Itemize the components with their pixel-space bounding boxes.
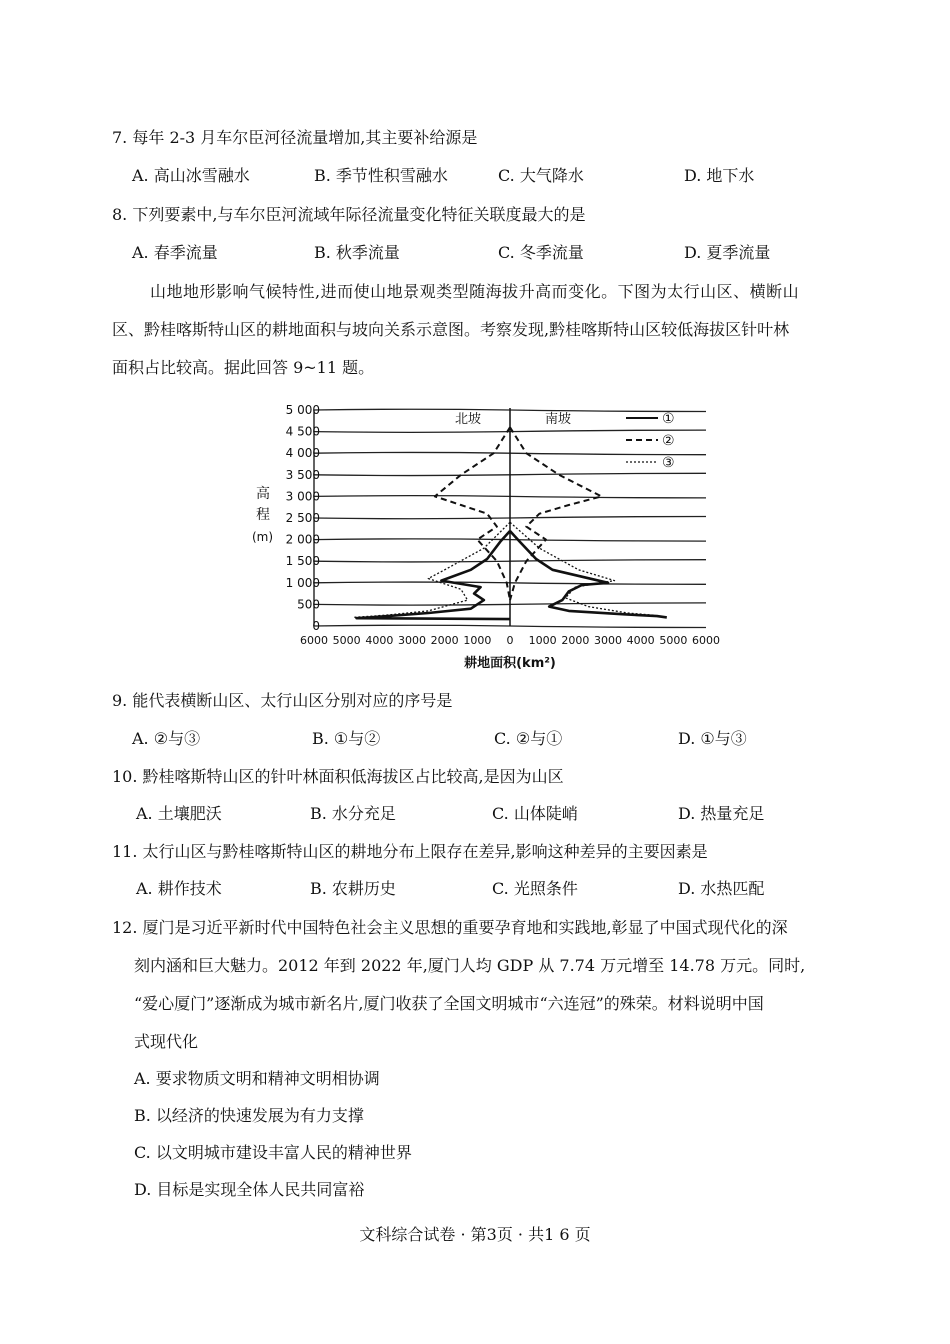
q10-option-d: D. 热量充足 (678, 804, 765, 823)
y-tick-label: 3 500 (285, 467, 320, 482)
x-tick-label: 5000 (332, 634, 361, 647)
y-tick-label: 2 500 (285, 511, 320, 525)
q9-option-c: C. ②与① (494, 729, 563, 748)
chart-legend (626, 411, 675, 471)
intro-line-2: 区、黔桂喀斯特山区的耕地面积与坡向关系示意图。考察发现,黔桂喀斯特山区较低海拔区针叶林 (112, 320, 790, 339)
q8-option-c: C. 冬季流量 (498, 243, 584, 262)
q12-line-1: 12. 厦门是习近平新时代中国特色社会主义思想的重要孕育地和实践地,彰显了中国式现代化的深 (112, 918, 788, 937)
q9-stem: 9. 能代表横断山区、太行山区分别对应的序号是 (112, 691, 453, 710)
q7-option-a: A. 高山冰雪融水 (132, 166, 250, 185)
q11-option-a: A. 耕作技术 (136, 879, 222, 898)
q9-option-d: D. ①与③ (678, 729, 747, 748)
q11-option-b: B. 农耕历史 (310, 879, 396, 898)
y-label-char-1: 高 (256, 486, 270, 502)
x-tick-label: 2000 (561, 634, 590, 647)
q12-line-4: 式现代化 (134, 1032, 199, 1051)
q12-option-b: B. 以经济的快速发展为有力支撑 (134, 1106, 364, 1125)
intro-line-1: 山地地形影响气候特性,进而使山地景观类型随海拔升高而变化。下图为太行山区、横断山 (150, 282, 800, 301)
x-tick-label: 6000 (692, 634, 720, 647)
y-axis-ticks (286, 403, 320, 633)
y-label-char-3: (m) (252, 530, 274, 544)
q12-option-d: D. 目标是实现全体人民共同富裕 (134, 1180, 365, 1199)
q11-stem: 11. 太行山区与黔桂喀斯特山区的耕地分布上限存在差异,影响这种差异的主要因素是 (112, 842, 708, 861)
legend-label-1: ① (662, 411, 675, 427)
q12-line-3: “爱心厦门”逐渐成为城市新名片,厦门收获了全国文明城市“六连冠”的殊荣。材料说明中国 (134, 994, 764, 1013)
q12-option-a: A. 要求物质文明和精神文明相协调 (134, 1069, 380, 1088)
q12-line-2: 刻内涵和巨大魅力。2012 年到 2022 年,厦门人均 GDP 从 7.74 万元增至 14.78 万元。同时, (134, 956, 806, 975)
y-tick-label: 2 000 (285, 532, 320, 547)
x-tick-label: 1000 (528, 634, 557, 647)
q7-option-b: B. 季节性积雪融水 (314, 166, 448, 185)
series-3-north-line (353, 522, 510, 617)
north-slope-label: 北坡 (454, 412, 482, 427)
x-tick-label: 2000 (430, 634, 459, 647)
y-tick-label: 1 000 (285, 575, 320, 590)
q8-option-d: D. 夏季流量 (684, 243, 771, 262)
x-tick-label: 6000 (300, 634, 328, 647)
y-label-char-2: 程 (256, 507, 270, 523)
x-tick-label: 1000 (463, 634, 492, 647)
q10-option-c: C. 山体陡峭 (492, 804, 578, 823)
y-tick-label: 500 (297, 597, 320, 612)
q12-option-c: C. 以文明城市建设丰富人民的精神世界 (134, 1143, 412, 1162)
series-3-south-line (510, 522, 654, 615)
q11-option-c: C. 光照条件 (492, 879, 578, 898)
q8-stem: 8. 下列要素中,与车尔臣河流域年际径流量变化特征关联度最大的是 (112, 205, 586, 224)
y-tick-label: 3 000 (285, 489, 320, 504)
intro-line-3: 面积占比较高。据此回答 9~11 题。 (112, 358, 375, 377)
q7-option-c: C. 大气降水 (498, 166, 584, 185)
x-tick-label: 4000 (365, 634, 394, 647)
x-tick-label: 3000 (398, 634, 426, 647)
q8-option-b: B. 秋季流量 (314, 243, 400, 262)
y-tick-label: 5 000 (285, 403, 320, 417)
x-tick-label: 3000 (594, 634, 622, 647)
legend-label-3: ③ (662, 455, 675, 471)
series-1-north-line (357, 531, 511, 619)
y-tick-label: 1 500 (285, 554, 320, 569)
south-slope-label: 南坡 (544, 412, 572, 427)
y-tick-label: 4 500 (285, 424, 320, 439)
q9-option-b: B. ①与② (312, 729, 381, 748)
q9-option-a: A. ②与③ (132, 729, 201, 748)
q10-stem: 10. 黔桂喀斯特山区的针叶林面积低海拔区占比较高,是因为山区 (112, 767, 564, 786)
q11-option-d: D. 水热匹配 (678, 879, 765, 898)
q8-option-a: A. 春季流量 (132, 243, 218, 262)
q10-option-a: A. 土壤肥沃 (136, 804, 222, 823)
elevation-cropland-chart (252, 398, 730, 676)
x-tick-label: 0 (506, 634, 514, 647)
page-footer: 文科综合试卷 · 第3页 · 共1 6 页 (359, 1225, 591, 1244)
q7-stem: 7. 每年 2-3 月车尔臣河径流量增加,其主要补给源是 (112, 128, 478, 147)
q10-option-b: B. 水分充足 (310, 804, 396, 823)
legend-label-2: ② (662, 433, 675, 449)
y-tick-label: 4 000 (285, 446, 320, 461)
y-tick-label: 0 (312, 619, 320, 633)
q7-option-d: D. 地下水 (684, 166, 755, 185)
x-axis-label: 耕地面积(km²) (464, 656, 556, 671)
x-axis-ticks (300, 634, 720, 647)
x-tick-label: 4000 (626, 634, 655, 647)
x-tick-label: 5000 (659, 634, 688, 647)
